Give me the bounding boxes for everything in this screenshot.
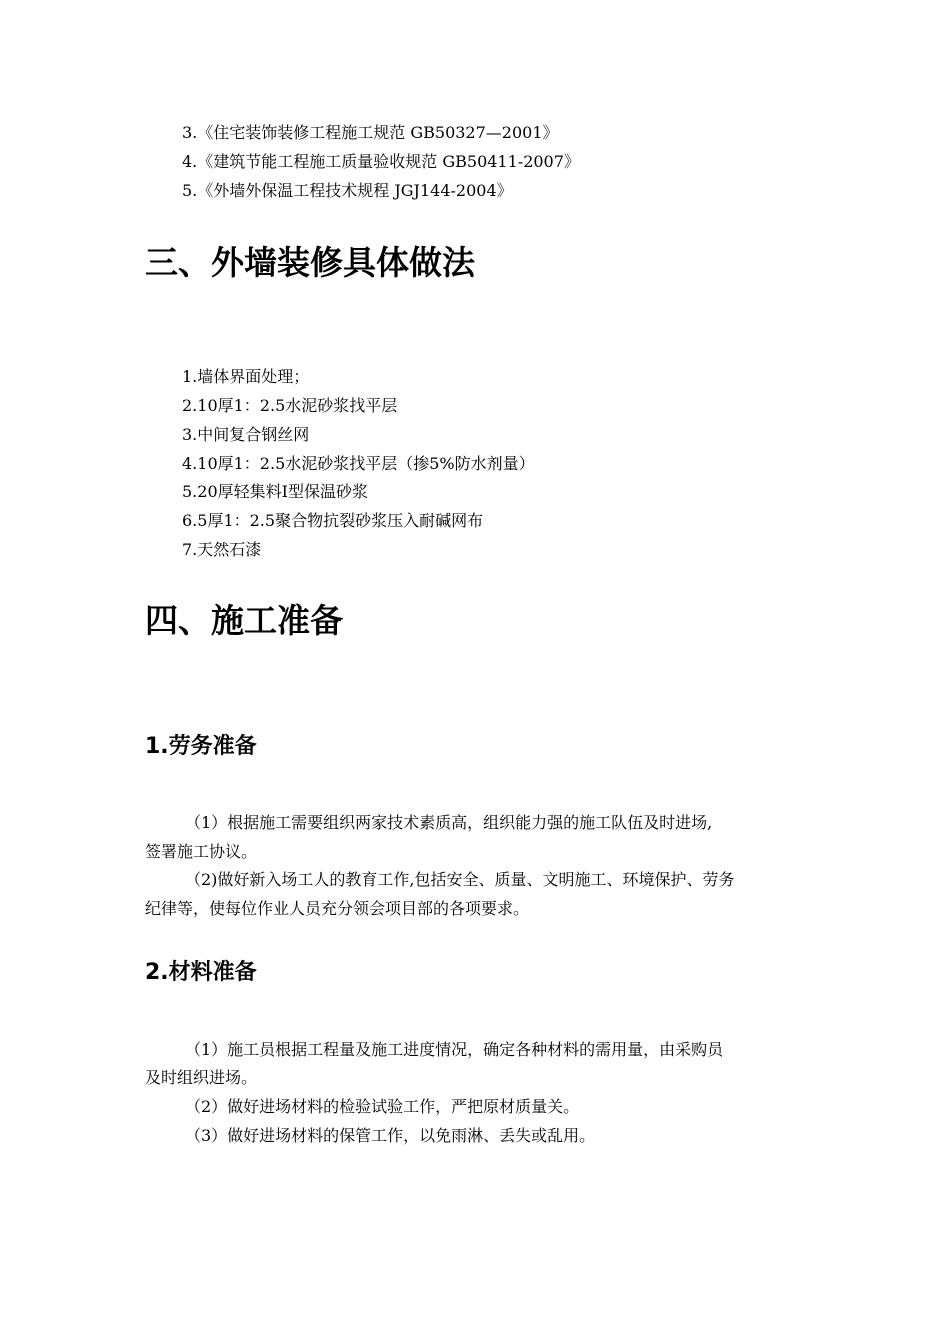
- reference-item: 4.《建筑节能工程施工质量验收规范 GB50411-2007》: [182, 152, 580, 171]
- reference-item: 5.《外墙外保温工程技术规程 JGJ144-2004》: [182, 181, 513, 200]
- paragraph-line: （3）做好进场材料的保管工作，以免雨淋、丢失或乱用。: [185, 1126, 596, 1145]
- section-heading-4: 四、施工准备: [145, 601, 343, 640]
- subsection-heading-materials: 2.材料准备: [145, 960, 257, 985]
- construction-step: 2.10厚1：2.5水泥砂浆找平层: [182, 396, 398, 415]
- construction-step: 7.天然石漆: [182, 540, 262, 559]
- subsection-heading-labor: 1.劳务准备: [145, 734, 257, 759]
- reference-item: 3.《住宅装饰装修工程施工规范 GB50327—2001》: [182, 123, 559, 142]
- paragraph-line: 签署施工协议。: [145, 842, 258, 861]
- construction-step: 6.5厚1：2.5聚合物抗裂砂浆压入耐碱网布: [182, 511, 484, 530]
- paragraph-line: （1）施工员根据工程量及施工进度情况，确定各种材料的需用量，由采购员: [185, 1040, 724, 1059]
- construction-step: 5.20厚轻集料Ⅰ型保温砂浆: [182, 482, 368, 501]
- construction-step: 3.中间复合钢丝网: [182, 425, 310, 444]
- construction-step: 4.10厚1：2.5水泥砂浆找平层（掺5%防水剂量）: [182, 454, 535, 473]
- paragraph-line: 及时组织进场。: [145, 1068, 258, 1087]
- paragraph-line: 纪律等，使每位作业人员充分领会项目部的各项要求。: [145, 899, 530, 918]
- construction-step: 1.墙体界面处理；: [182, 367, 310, 386]
- paragraph-line: （1）根据施工需要组织两家技术素质高，组织能力强的施工队伍及时进场,: [185, 813, 713, 832]
- paragraph-line: （2）做好进场材料的检验试验工作，严把原材质量关。: [185, 1097, 580, 1116]
- section-heading-3: 三、外墙装修具体做法: [145, 243, 475, 282]
- paragraph-line: （2)做好新入场工人的教育工作,包括安全、质量、文明施工、环境保护、劳务: [185, 870, 735, 889]
